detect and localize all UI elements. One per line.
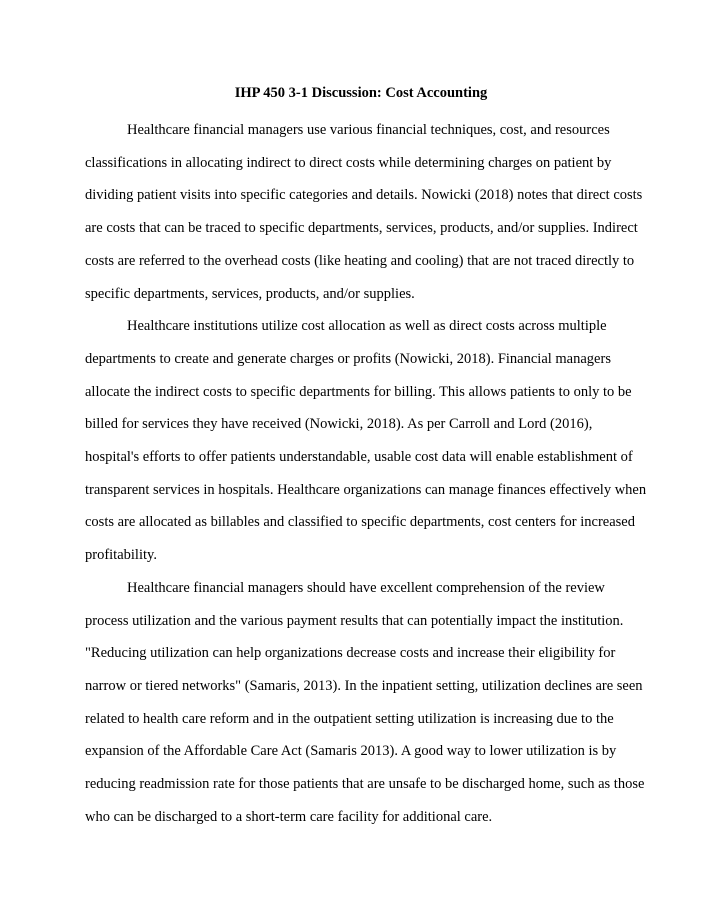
document-body <box>85 114 647 833</box>
text-line: dividing patient visits into specific categories and details. Nowicki (2018) notes that direct costs <box>85 187 643 204</box>
text-line: transparent services in hospitals. Healthcare organizations can manage finances effectively when <box>85 481 647 498</box>
text-line: are costs that can be traced to specific departments, services, products, and/or supplies. Indirect <box>85 220 638 237</box>
text-line: narrow or tiered networks" (Samaris, 2013). In the inpatient setting, utilization declines are seen <box>85 677 643 694</box>
paragraph-2 <box>85 310 647 572</box>
text-line: specific departments, services, products, and/or supplies. <box>85 285 415 302</box>
text-line: classifications in allocating indirect to direct costs while determining charges on patient by <box>85 154 612 171</box>
text-line: who can be discharged to a short-term care facility for additional care. <box>85 808 493 825</box>
text-line: costs are referred to the overhead costs (like heating and cooling) that are not traced directly to <box>85 252 635 269</box>
text-line: "Reducing utilization can help organizations decrease costs and increase their eligibility for <box>85 645 616 662</box>
text-line: allocate the indirect costs to specific departments for billing. This allows patients to only to be <box>85 383 632 400</box>
text-line: related to health care reform and in the outpatient setting utilization is increasing due to the <box>85 710 614 727</box>
text-line: Healthcare institutions utilize cost allocation as well as direct costs across multiple <box>127 318 607 335</box>
text-line: reducing readmission rate for those patients that are unsafe to be discharged home, such as those <box>85 776 645 793</box>
document-title: IHP 450 3-1 Discussion: Cost Accounting <box>234 85 488 101</box>
paragraph-3 <box>85 572 645 834</box>
text-line: costs are allocated as billables and classified to specific departments, cost centers for increased <box>85 514 635 531</box>
text-line: Healthcare financial managers use various financial techniques, cost, and resources <box>127 122 610 138</box>
text-line: departments to create and generate charges or profits (Nowicki, 2018). Financial managers <box>85 350 611 367</box>
paragraph-1 <box>85 114 643 310</box>
text-line: billed for services they have received (Nowicki, 2018). As per Carroll and Lord (2016), <box>85 416 593 433</box>
text-line: expansion of the Affordable Care Act (Samaris 2013). A good way to lower utilization is by <box>85 743 617 760</box>
text-line: profitability. <box>85 547 157 564</box>
text-line: hospital's efforts to offer patients understandable, usable cost data will enable establishment of <box>85 449 633 466</box>
text-line: process utilization and the various payment results that can potentially impact the institution. <box>85 612 624 629</box>
text-line: Healthcare financial managers should have excellent comprehension of the review <box>127 579 605 596</box>
